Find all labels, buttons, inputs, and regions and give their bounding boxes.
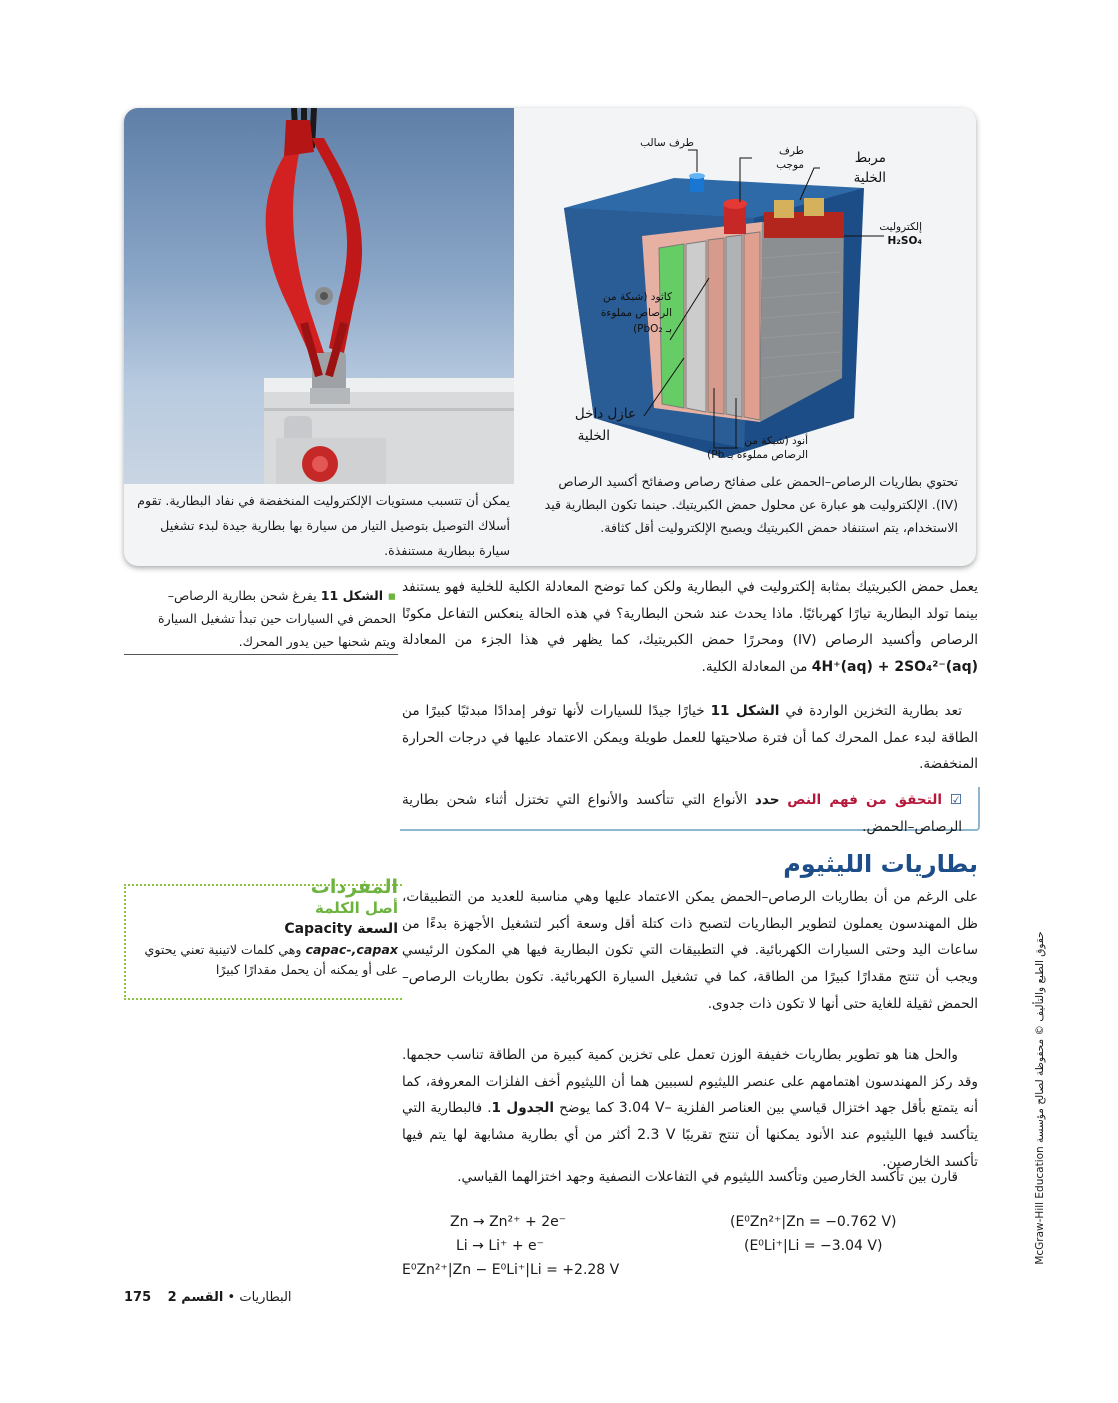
para4-value2: 2.3 V xyxy=(637,1127,676,1144)
reading-check xyxy=(402,787,962,840)
label-insulator-1: عازل داخل xyxy=(574,406,636,422)
label-cell-connector-2: الخلية xyxy=(853,170,886,186)
paragraph-sulfuric-acid xyxy=(402,574,978,681)
equation-li-potential: (E⁰Li⁺|Li = −3.04 V) xyxy=(744,1238,883,1254)
reading-check-label: التحقق من فهم النص xyxy=(787,792,943,808)
label-insulator-2: الخلية xyxy=(577,428,610,444)
para2-before: تعد بطارية التخزين الواردة في xyxy=(785,703,963,719)
footer-section: القسم 2 xyxy=(167,1290,224,1305)
vocab-definition xyxy=(128,940,398,980)
para2-after: خيارًا جيدًا للسيارات لأنها توفر إمدادًا مبدئيًا كبيرًا من الطاقة لبدء عمل المحرك كما أن فترة صلاحيتها للعمل طويلة ويمكن الاعتماد عليها في درجات الحرارة المنخفضة. xyxy=(402,703,978,773)
side-credit-text: McGraw-Hill Education حقوق الطبع والتأليف © محفوظة لصالح مؤسسة xyxy=(1034,931,1046,1265)
reading-check-text: الأنواع التي تتأكسد والأنواع التي تختزل أثناء شحن بطارية الرصاص–الحمض. xyxy=(402,792,962,835)
vocab-term-ar: السعة xyxy=(357,921,398,937)
side-credit xyxy=(1022,928,1058,1268)
paragraph-lithium-solution xyxy=(402,1042,978,1176)
paragraph-compare: قارن بين تأكسد الخارصين وتأكسد الليثيوم في التفاعلات النصفية وجهد اختزالهما القياسي. xyxy=(457,1169,958,1185)
figure-panel xyxy=(124,108,976,566)
equation-li-oxidation: Li → Li⁺ + e⁻ xyxy=(456,1238,545,1254)
footer-topic: البطاريات xyxy=(239,1290,292,1305)
label-positive-terminal-2: موجب xyxy=(776,159,804,171)
label-cathode-2: الرصاص مملوءة xyxy=(600,307,672,319)
footer-bullet: • xyxy=(223,1290,236,1305)
vocab-roots: capac-,capax xyxy=(305,942,398,957)
caption-bullet: ▪ xyxy=(383,588,396,603)
jumper-clamp-illustration xyxy=(124,108,514,484)
reading-check-verb: حدد xyxy=(754,792,780,808)
para4-value1: 3.04 V– xyxy=(618,1100,672,1117)
equation-zn-potential: (E⁰Zn²⁺|Zn = −0.762 V) xyxy=(730,1214,897,1230)
vocab-definition-text: وهي كلمات لاتينية تعني يحتوي على أو يمكنه أن يحمل مقدارًا كبيرًا xyxy=(144,942,398,977)
label-anode-2: الرصاص مملوءة بـ Pb) xyxy=(707,449,808,461)
page-footer xyxy=(124,1290,292,1305)
vocab-term xyxy=(128,918,398,940)
label-anode-1: أنود (شبكة من xyxy=(744,435,808,447)
label-electrolyte-2: H₂SO₄ xyxy=(887,235,922,247)
para2-figure-ref: الشكل 11 xyxy=(710,703,780,719)
equation-potential-difference: E⁰Zn²⁺|Zn − E⁰Li⁺|Li = +2.28 V xyxy=(402,1262,620,1278)
label-negative-terminal: طرف سالب xyxy=(640,137,694,149)
photo-caption: يمكن أن تتسبب مستويات الإلكتروليت المنخفضة في نفاد البطارية. تقوم أسلاك التوصيل بتوصيل التيار من سيارة بها بطارية جيدة لبدء تشغيل سيارة ببطارية مستنفذة. xyxy=(137,493,510,558)
para4-after: أكثر من أي بطارية مشابهة لها يتم فيها تأكسد الخارصين. xyxy=(402,1127,978,1170)
para4-mid2: . فالبطارية التي يتأكسد فيها الليثيوم عند الأنود يمكنها أن تنتج تقريبًا xyxy=(402,1100,978,1144)
label-positive-terminal-1: طرف xyxy=(778,145,804,157)
label-cell-connector-1: مربط xyxy=(854,150,886,166)
page-number: 175 xyxy=(124,1290,152,1305)
paragraph-storage-battery xyxy=(402,698,978,778)
diagram-caption: تحتوي بطاريات الرصاص–الحمض على صفائح رصاص وصفائح أكسيد الرصاص (IV). الإلكتروليت هو عبارة عن محلول حمض الكبريتيك. حينما تكون البطارية قيد الاستخدام، يتم استنفاد حمض الكبريتيك ويصبح الإلكتروليت أقل كثافة. xyxy=(544,474,958,535)
label-electrolyte-1: إلكتروليت xyxy=(879,221,922,233)
section-heading: بطاريات الليثيوم xyxy=(783,850,978,878)
figure-11-caption xyxy=(158,584,396,653)
vocab-title: المفردات xyxy=(310,876,398,898)
vocabulary-content xyxy=(128,876,398,980)
checkbox-icon: ☑ xyxy=(949,792,962,808)
caption-divider xyxy=(124,654,398,655)
jumper-clamp-photo xyxy=(124,108,514,484)
para1-text: يعمل حمض الكبريتيك بمثابة إلكتروليت في البطارية ولكن كما توضح المعادلة الكلية للخلية فهو يستنفد بينما تولد البطارية تيارًا كهربائيًا. ماذا يحدث عند شحن البطارية؟ في هذه الحالة ينعكس التفاعل مكونًا الرصاص وأكسيد الرصاص (IV) ومحررًا حمض الكبريتيك، كما يظهر في هذا الجزء من المعادلة xyxy=(402,579,978,649)
figure-11-label: الشكل 11 xyxy=(320,588,384,603)
label-cathode-3: بـ PbO₂) xyxy=(633,323,672,335)
para4-before: والحل هنا هو تطوير بطاريات خفيفة الوزن تعمل على تخزين كمية كبيرة من الطاقة تناسب حجمها. وقد ركز المهندسون اهتمامهم على عنصر الليثيوم لسببين هما أن الليثيوم أخف الفلزات المعروفة، كما أنه يتمتع بأقل جهد اختزال قياسي بين العناصر الفلزية xyxy=(402,1047,978,1117)
paragraph-lithium-intro: على الرغم من أن بطاريات الرصاص–الحمض يمكن الاعتماد عليها وهي مناسبة للعديد من التطبيقات، ظل المهندسون يعملون لتطوير البطاريات لتصبح ذات كتلة أقل وسعة أكبر لتشغيل الأجهزة بدءًا من ساعات اليد وحتى السيارات الكهربائية. في التطبيقات التي تكون البطارية فيها هي المكون الرئيسي ويجب أن تنتج مقدارًا كبيرًا من الطاقة، كما في تشغيل السيارة الكهربائية. تكون بطاريات الرصاص– الحمض ثقيلة للغاية حتى أنها لا تكون ذات جدوى. xyxy=(402,889,978,1012)
para4-table-ref: الجدول 1 xyxy=(491,1100,555,1117)
vocab-subtitle: أصل الكلمة xyxy=(314,899,398,917)
label-cathode-1: كاثود (شبكة من xyxy=(602,291,672,303)
para1-equation: 4H⁺(aq) + 2SO₄²⁻(aq) xyxy=(811,659,978,676)
figure-11-text: يفرغ شحن بطارية الرصاص–الحمض في السيارات حين تبدأ تشغيل السيارة ويتم شحنها حين يدور المحرك. xyxy=(158,588,396,649)
para1-tail: من المعادلة الكلية. xyxy=(701,659,808,676)
para4-mid1: كما يوضح xyxy=(559,1100,614,1117)
equation-zn-oxidation: Zn → Zn²⁺ + 2e⁻ xyxy=(450,1214,567,1230)
vocab-term-en: Capacity xyxy=(284,921,353,937)
